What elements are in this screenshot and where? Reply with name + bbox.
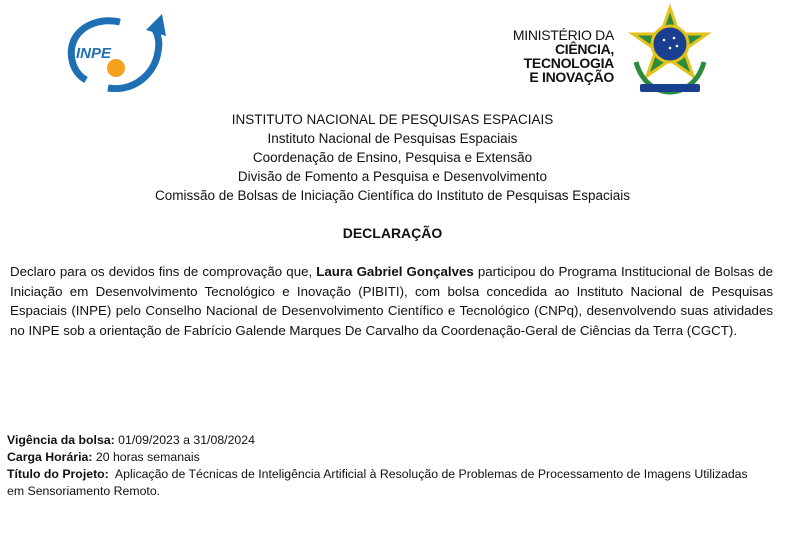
- header-line-1: INSTITUTO NACIONAL DE PESQUISAS ESPACIAIS: [231, 112, 554, 127]
- inpe-logo: [66, 14, 168, 92]
- titulo-value: Aplicação de Técnicas de Inteligência Artificial à Resolução de Problemas de Processamento de Imagens Utilizadas em Sensoriamento Remoto.: [7, 467, 752, 498]
- titulo-row: [7, 466, 767, 500]
- institution-header: [0, 110, 785, 205]
- header-line-2: Instituto Nacional de Pesquisas Espaciais: [267, 131, 518, 146]
- vigencia-row: [7, 432, 767, 449]
- ministry-logo-text: [462, 28, 614, 84]
- header-line-3: Coordenação de Ensino, Pesquisa e Extensão: [252, 150, 533, 165]
- carga-row: [7, 449, 767, 466]
- header-line-4: Divisão de Fomento a Pesquisa e Desenvolvimento: [237, 169, 548, 184]
- vigencia-label: Vigência da bolsa:: [7, 433, 115, 447]
- inpe-logo-text: INPE: [76, 45, 112, 62]
- student-name: Laura Gabriel Gonçalves: [316, 264, 474, 279]
- header-line-5: Comissão de Bolsas de Iniciação Científica do Instituto de Pesquisas Espaciais: [154, 188, 630, 203]
- body-part-2: participou do Programa Institucional de Bolsas de Iniciação em Desenvolvimento Tecnológico e Inovação (PIBITI), com bolsa concedida ao Instituto Nacional de Pesquisas Espaciais (INPE) pelo Conselho Nacional de Desenvolvimento Científico e Tecnológico (CNPq), desenvolvendo suas atividades no INPE sob a orientação de Fabrício Galende Marques De Carvalho da Coordenação-Geral de Ciências da Terra (CGCT).: [10, 264, 773, 338]
- titulo-label: Título do Projeto:: [7, 467, 109, 481]
- ministry-line-1: MINISTÉRIO DA: [512, 27, 614, 43]
- ministry-line-2: CIÊNCIA, TECNOLOGIA: [523, 41, 614, 71]
- declaration-body: [10, 262, 773, 340]
- carga-label: Carga Horária:: [7, 450, 93, 464]
- body-part-1: Declaro para os devidos fins de comprovação que,: [10, 264, 317, 279]
- carga-value: 20 horas semanais: [92, 450, 200, 464]
- brazil-coat-of-arms-icon: [622, 4, 718, 100]
- document-title: DECLARAÇÃO: [342, 225, 443, 241]
- vigencia-value: 01/09/2023 a 31/08/2024: [114, 433, 255, 447]
- grant-details: [7, 432, 767, 500]
- ministry-line-3: E INOVAÇÃO: [529, 69, 614, 85]
